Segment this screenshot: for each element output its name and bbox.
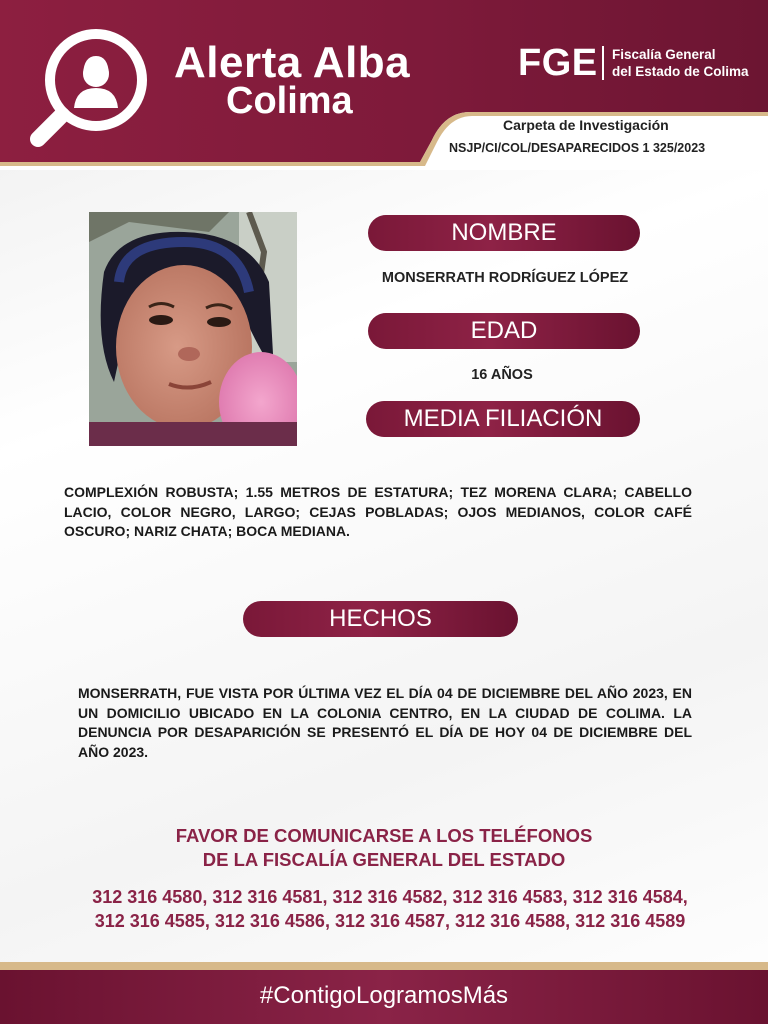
person-description: COMPLEXIÓN ROBUSTA; 1.55 METROS DE ESTATURA; TEZ MORENA CLARA; CABELLO LACIO, COLOR NEGRO, LARGO; CEJAS POBLADAS; OJOS MEDIANOS, COLOR CAFÉ OSCURO; NARIZ CHATA; BOCA MEDIANA. bbox=[64, 484, 692, 539]
contact-phones: 312 316 4580, 312 316 4581, 312 316 4582, 312 316 4583, 312 316 4584, 312 316 4585, 312 316 4586, 312 316 4587, 312 316 4588, 312 316 4589 bbox=[92, 887, 688, 931]
contact-title-line1: FAVOR DE COMUNICARSE A LOS TELÉFONOS bbox=[175, 825, 593, 846]
person-age: 16 AÑOS bbox=[471, 367, 533, 383]
person-name: MONSERRATH RODRÍGUEZ LÓPEZ bbox=[381, 270, 629, 286]
footer bbox=[0, 962, 768, 1024]
alerta-alba-logo-icon bbox=[26, 22, 156, 150]
agency-name-line2: del Estado de Colima bbox=[612, 64, 749, 79]
description-label-pill: MEDIA FILIACIÓN bbox=[366, 401, 640, 437]
footer-gold-stripe bbox=[0, 962, 768, 970]
facts-text: MONSERRATH, FUE VISTA POR ÚLTIMA VEZ EL DÍA 04 DE DICIEMBRE DEL AÑO 2023, EN UN DOMICILIO UBICADO EN LA COLONIA CENTRO, EN LA CIUDAD DE COLIMA. LA DENUNCIA POR DESAPARICIÓN SE PRESENTÓ EL DÍA DE HOY 04 DE DICIEMBRE DEL AÑO 2023. bbox=[78, 685, 692, 760]
missing-person-photo bbox=[89, 212, 297, 446]
app-subtitle: Colima bbox=[226, 80, 353, 122]
age-label-pill: EDAD bbox=[368, 313, 640, 349]
agency-logo-text: FGE bbox=[518, 42, 598, 84]
footer-hashtag: #ContigoLogramosMás bbox=[259, 982, 509, 1009]
agency-divider bbox=[602, 46, 604, 80]
contact-title-line2: DE LA FISCALÍA GENERAL DEL ESTADO bbox=[202, 849, 566, 870]
agency-name bbox=[612, 46, 749, 80]
agency-name-line1: Fiscalía General bbox=[612, 47, 716, 62]
name-label-pill: NOMBRE bbox=[368, 215, 640, 251]
app-title: Alerta Alba bbox=[174, 38, 411, 87]
case-number: NSJP/CI/COL/DESAPARECIDOS 1 325/2023 bbox=[449, 141, 706, 155]
case-label: Carpeta de Investigación bbox=[503, 117, 669, 133]
facts-label-pill: HECHOS bbox=[243, 601, 518, 637]
